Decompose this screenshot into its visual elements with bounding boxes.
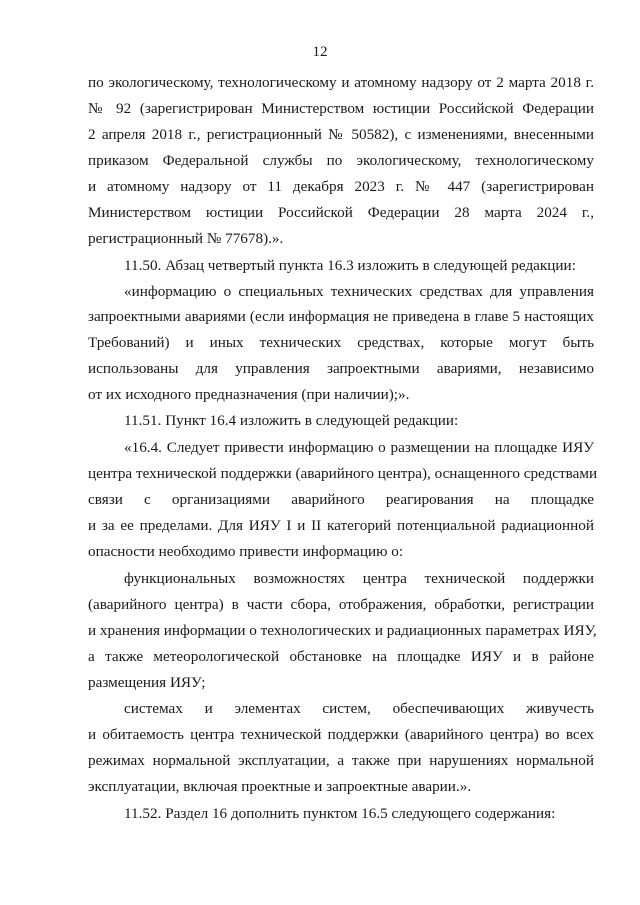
text-line: системах и элементах систем, обеспечивающих живучесть [124, 700, 594, 717]
text-line: Министерством юстиции Российской Федерации 28 марта 2024 г., [88, 204, 594, 221]
text-line: (аварийного центра) в части сбора, отображения, обработки, регистрации [88, 596, 594, 613]
page-number: 12 [312, 44, 328, 60]
text-line: № 92 (зарегистрирован Министерством юстиции Российской Федерации [88, 100, 594, 117]
text-line: и обитаемость центра технической поддержки (аварийного центра) во всех [88, 726, 594, 743]
text-line: и за ее пределами. Для ИЯУ I и II категорий потенциальной радиационной [88, 517, 594, 534]
section-heading: 11.51. Пункт 16.4 изложить в следующей редакции: [124, 412, 459, 429]
section-heading: 11.50. Абзац четвертый пункта 16.3 изложить в следующей редакции: [124, 257, 576, 274]
text-line: а также метеорологической обстановке на площадке ИЯУ и в районе [88, 648, 594, 665]
text-line: регистрационный № 77678).». [88, 230, 284, 247]
section-heading: 11.52. Раздел 16 дополнить пунктом 16.5 следующего содержания: [124, 805, 556, 822]
text-line: режимах нормальной эксплуатации, а также при нарушениях нормальной [88, 752, 594, 769]
text-line: Требований) и иных технических средствах, которые могут быть [88, 334, 594, 351]
text-line: размещения ИЯУ; [88, 674, 206, 691]
text-line: центра технической поддержки (аварийного центра), оснащенного средствами [88, 465, 598, 482]
text-line: функциональных возможностях центра технической поддержки [124, 570, 594, 587]
text-line: «16.4. Следует привести информацию о размещении на площадке ИЯУ [124, 439, 594, 456]
text-line: приказом Федеральной службы по экологическому, технологическому [88, 152, 594, 169]
text-line: и атомному надзору от 11 декабря 2023 г. № 447 (зарегистрирован [88, 178, 594, 195]
text-line: «информацию о специальных технических средствах для управления [124, 283, 594, 300]
text-line: от их исходного предназначения (при наличии);». [88, 386, 410, 403]
text-line: 2 апреля 2018 г., регистрационный № 50582), с изменениями, внесенными [88, 126, 594, 143]
text-line: связи с организациями аварийного реагирования на площадке [88, 491, 594, 508]
text-line: использованы для управления запроектными авариями, независимо [88, 360, 594, 377]
text-line: эксплуатации, включая проектные и запроектные аварии.». [88, 778, 472, 795]
text-line: по экологическому, технологическому и атомному надзору от 2 марта 2018 г. [88, 74, 594, 91]
text-line: и хранения информации о технологических и радиационных параметрах ИЯУ, [88, 622, 597, 639]
text-line: опасности необходимо привести информацию о: [88, 543, 404, 560]
text-line: запроектными авариями (если информация не приведена в главе 5 настоящих [88, 308, 594, 325]
